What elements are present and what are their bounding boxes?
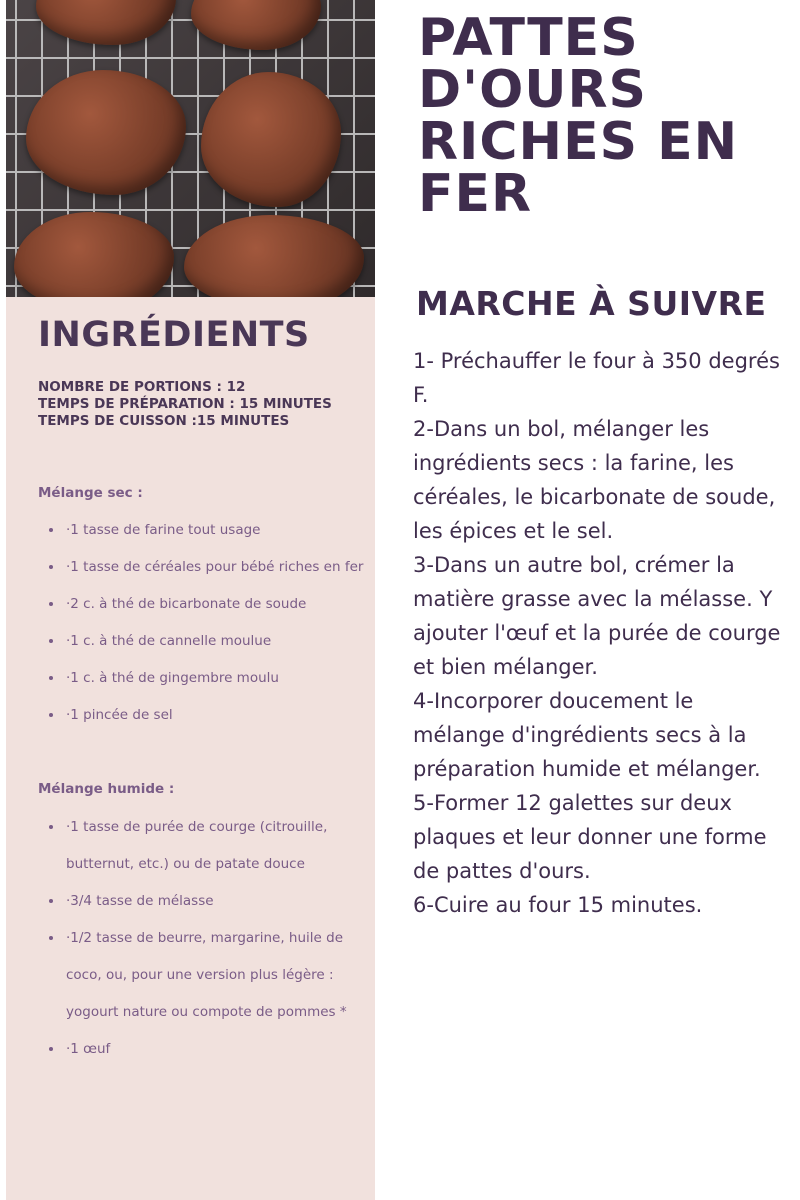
list-item: • ·1/2 tasse de beurre, margarine, huile de coco, ou, pour une version plus légère : yogourt nature ou compote de pommes * xyxy=(64,920,364,1031)
list-item: • ·1 tasse de farine tout usage xyxy=(64,512,364,549)
cookie-image xyxy=(201,72,341,207)
step-item: 4-Incorporer doucement le mélange d'ingrédients secs à la préparation humide et mélanger. xyxy=(413,689,761,781)
cookies-photo xyxy=(6,0,375,297)
list-item: • ·1 tasse de purée de courge (citrouille, butternut, etc.) ou de patate douce xyxy=(64,809,364,883)
list-item: • ·1 c. à thé de gingembre moulu xyxy=(64,660,364,697)
step-item: 6-Cuire au four 15 minutes. xyxy=(413,893,703,917)
list-item: • ·2 c. à thé de bicarbonate de soude xyxy=(64,586,364,623)
prep-time-text: TEMPS DE PRÉPARATION : 15 MINUTES xyxy=(38,396,332,412)
list-item: • ·1 pincée de sel xyxy=(64,697,364,734)
step-item: 5-Former 12 galettes sur deux plaques et leur donner une forme de pattes d'ours. xyxy=(413,791,767,883)
step-item: 3-Dans un autre bol, crémer la matière grasse avec la mélasse. Y ajouter l'œuf et la purée de courge et bien mélanger. xyxy=(413,553,781,679)
recipe-title: PATTES D'OURS RICHES EN FER xyxy=(418,8,739,224)
wet-ingredients-list xyxy=(48,809,364,1068)
list-item: • ·1 tasse de céréales pour bébé riches en fer xyxy=(64,549,364,586)
list-item: • ·1 c. à thé de cannelle moulue xyxy=(64,623,364,660)
steps-list xyxy=(413,344,788,922)
step-item: 2-Dans un bol, mélanger les ingrédients secs : la farine, les céréales, le bicarbonate de soude, les épices et le sel. xyxy=(413,417,776,543)
cookie-image xyxy=(26,70,186,195)
ingredients-panel xyxy=(6,297,375,1200)
ingredients-heading: INGRÉDIENTS xyxy=(38,315,310,355)
recipe-meta xyxy=(38,379,348,430)
dry-ingredients-list xyxy=(48,512,364,734)
steps-heading: MARCHE À SUIVRE xyxy=(416,284,767,323)
portions-text: NOMBRE DE PORTIONS : 12 xyxy=(38,379,246,395)
list-item: • ·1 œuf xyxy=(64,1031,364,1068)
cook-time-text: TEMPS DE CUISSON :15 MINUTES xyxy=(38,413,290,429)
list-item: • ·3/4 tasse de mélasse xyxy=(64,883,364,920)
wet-mix-label: Mélange humide : xyxy=(38,781,175,797)
step-item: 1- Préchauffer le four à 350 degrés F. xyxy=(413,349,780,407)
dry-mix-label: Mélange sec : xyxy=(38,485,143,501)
